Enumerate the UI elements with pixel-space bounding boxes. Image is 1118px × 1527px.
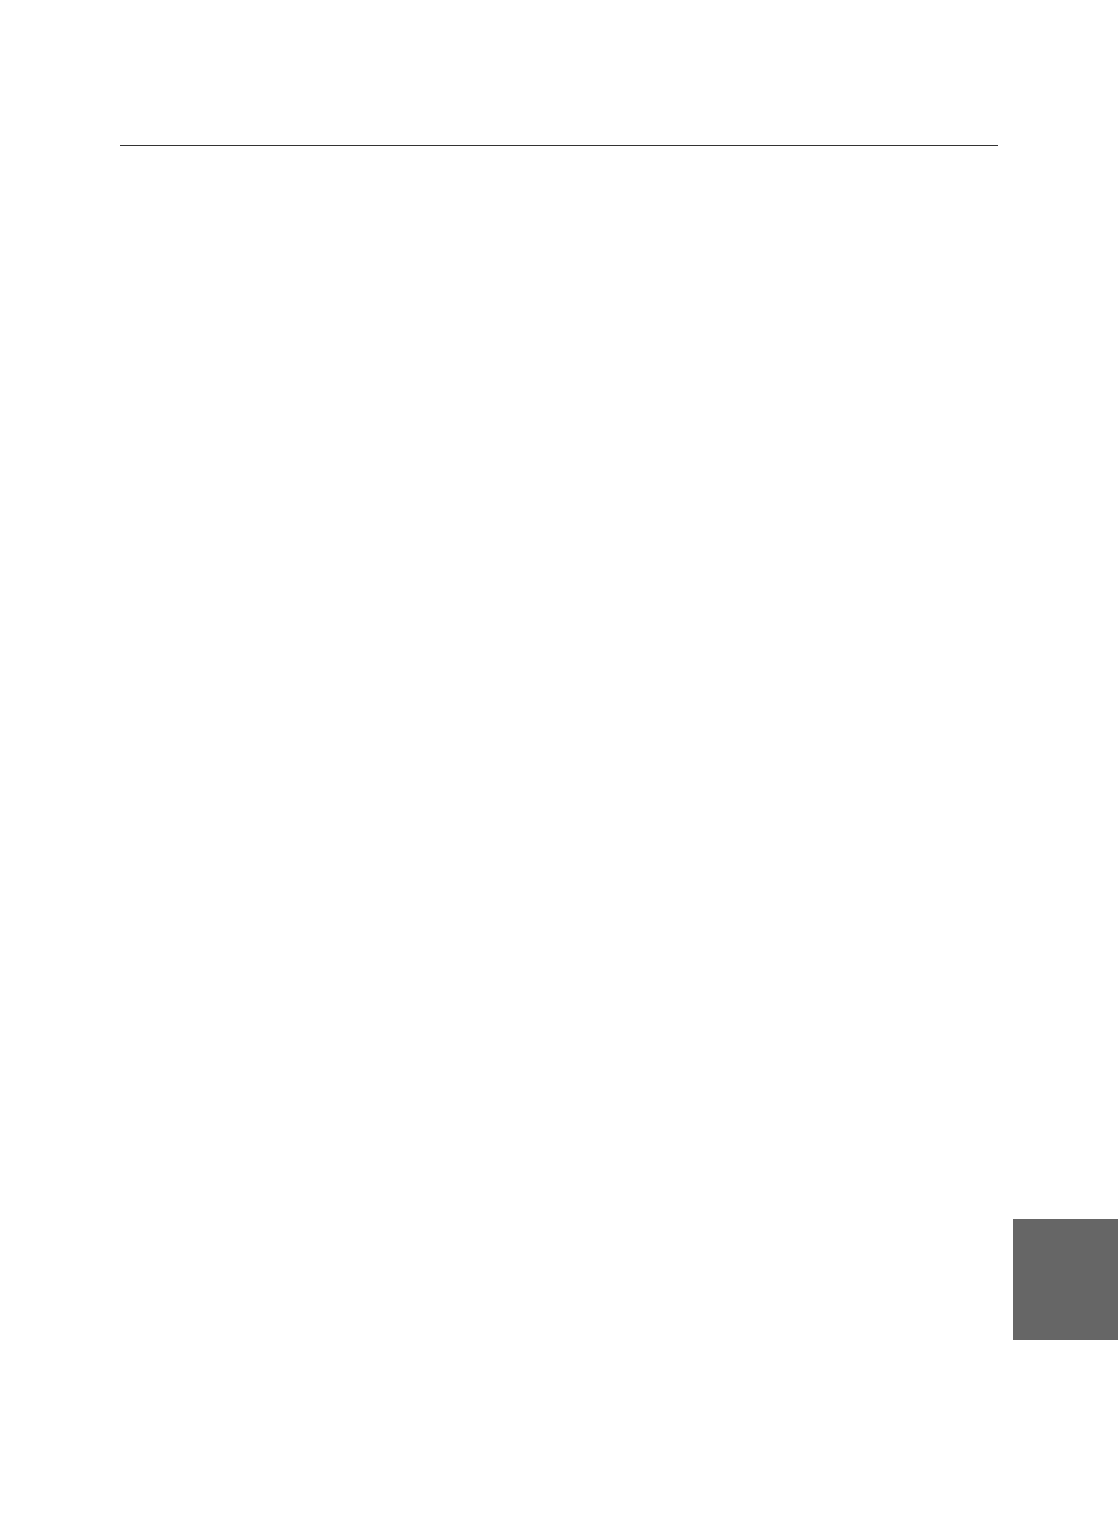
side-tab [1013,1219,1118,1340]
title-rule [120,145,998,146]
